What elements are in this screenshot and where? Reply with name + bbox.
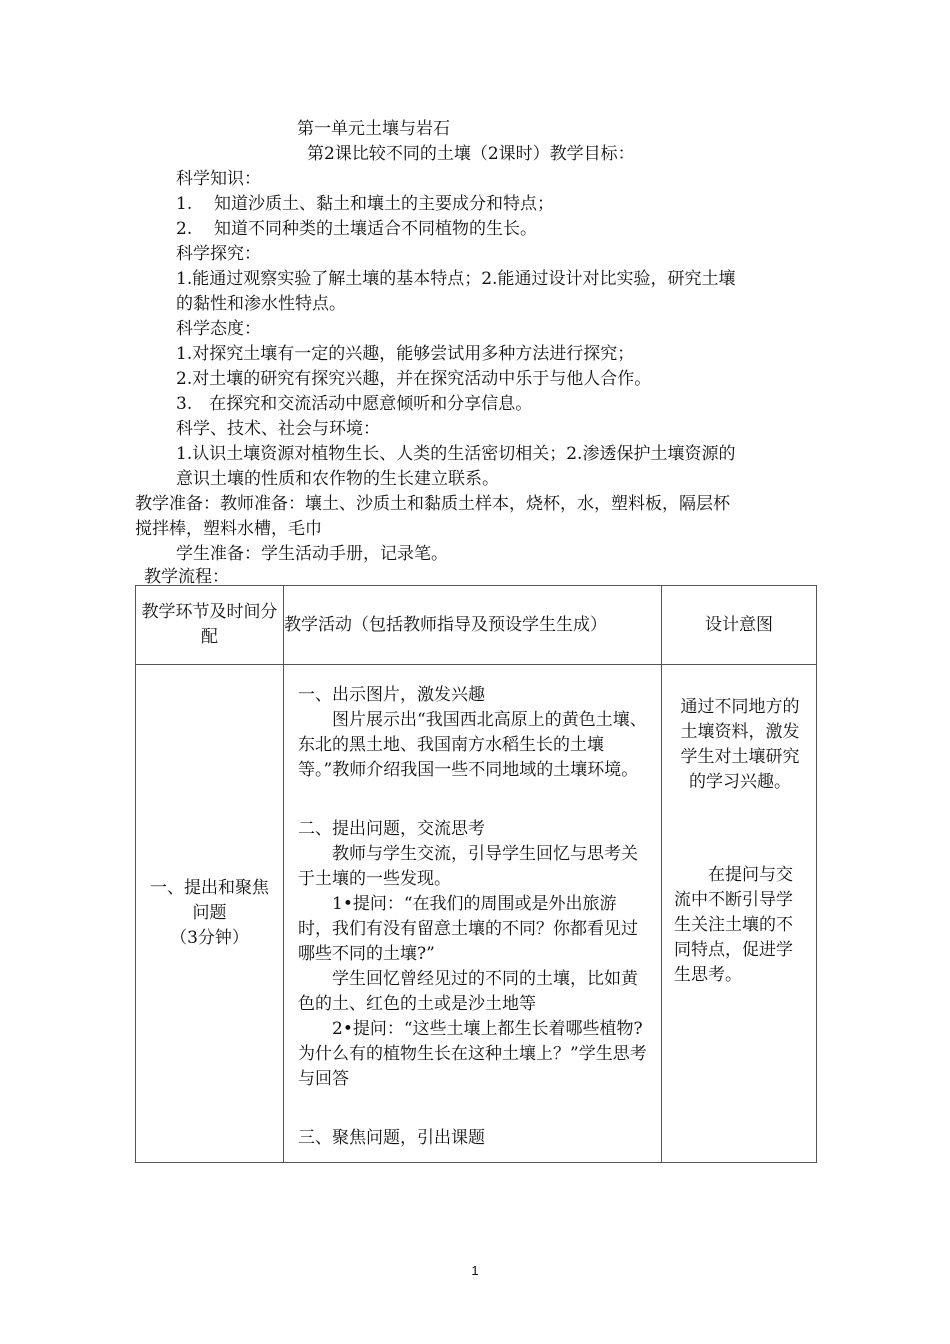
lesson-title: 第2课比较不同的土壤（2课时）教学目标：	[307, 144, 635, 164]
section-title: 二、提出问题，交流思考	[298, 819, 485, 839]
intent-text: 在提问与交流中不断引导学生关注土壤的不同特点，促进学生思考。	[674, 865, 793, 985]
stage-cell	[136, 665, 284, 1163]
section-title: 三、聚焦问题，引出课题	[298, 1128, 485, 1148]
knowledge-heading: 科学知识：	[176, 169, 261, 189]
intent-text: 通过不同地方的土壤资料，激发学生对土壤研究的学习兴趣。	[680, 697, 800, 792]
header-stage: 教学环节及时间分配	[136, 586, 284, 665]
student-prep: 学生准备：学生活动手册，记录笔。	[176, 544, 448, 564]
item-text: 知道沙质土、黏土和壤土的主要成分和特点；	[214, 194, 554, 214]
teaching-flow-table	[135, 585, 817, 1163]
question-text: 1•提问：“在我们的周围或是外出旅游时，我们有没有留意土壤的不同？你都看见过哪些不同的土壤?”	[298, 894, 638, 964]
knowledge-item	[176, 193, 554, 215]
section-text: 教师与学生交流，引导学生回忆与思考关于土壤的一些发现。	[298, 844, 638, 889]
section-text: 图片展示出“我国西北高原上的黄色土壤、东北的黑土地、我国南方水稻生长的土壤等。”教师介绍我国一些不同地域的土壤环境。	[298, 710, 647, 780]
table-row	[136, 665, 817, 1163]
answer-text: 学生回忆曾经见过的不同的土壤，比如黄色的土、红色的土或是沙土地等	[298, 969, 638, 1014]
stage-title: 一、提出和聚焦问题	[150, 878, 269, 923]
teacher-prep: 教学准备：教师准备：壤土、沙质土和黏质土样本，烧杯，水，塑料板，隔层杯	[135, 494, 730, 514]
intent-cell	[662, 665, 817, 1163]
header-activity: 教学活动（包括教师指导及预设学生生成）	[284, 586, 662, 665]
page-number: 1	[471, 1263, 479, 1278]
section-title: 一、出示图片，激发兴趣	[298, 685, 485, 705]
sts-line: 1.认识土壤资源对植物生长、人类的生活密切相关；2.渗透保护土壤资源的	[176, 444, 736, 464]
attitude-heading: 科学态度：	[176, 319, 261, 339]
stage-time: （3分钟）	[170, 928, 249, 948]
inquiry-line: 1.能通过观察实验了解土壤的基本特点；2.能通过设计对比实验，研究土壤	[176, 269, 736, 289]
sts-line: 意识土壤的性质和农作物的生长建立联系。	[176, 469, 499, 489]
activity-cell	[284, 665, 662, 1163]
attitude-item: 1.对探究土壤有一定的兴趣，能够尝试用多种方法进行探究；	[176, 344, 635, 364]
unit-title: 第一单元土壤与岩石	[297, 119, 450, 139]
item-number: 1.	[176, 194, 193, 214]
attitude-item: 2.对土壤的研究有探究兴趣，并在探究活动中乐于与他人合作。	[176, 369, 652, 389]
table-header-row	[136, 586, 817, 665]
attitude-item: 3. 在探究和交流活动中愿意倾听和分享信息。	[176, 394, 533, 414]
teacher-prep-cont: 搅拌棒，塑料水槽，毛巾	[135, 519, 322, 539]
sts-heading: 科学、技术、社会与环境：	[176, 419, 380, 439]
item-number: 2.	[176, 219, 193, 239]
question-text: 2•提问：“这些土壤上都生长着哪些植物?为什么有的植物生长在这种土壤上？”学生思考与回答	[298, 1019, 647, 1089]
knowledge-item	[176, 218, 537, 240]
inquiry-line: 的黏性和渗水性特点。	[176, 294, 346, 314]
item-text: 知道不同种类的土壤适合不同植物的生长。	[214, 219, 537, 239]
flow-heading: 教学流程：	[144, 567, 229, 587]
header-intent: 设计意图	[662, 586, 817, 665]
inquiry-heading: 科学探究：	[176, 244, 261, 264]
